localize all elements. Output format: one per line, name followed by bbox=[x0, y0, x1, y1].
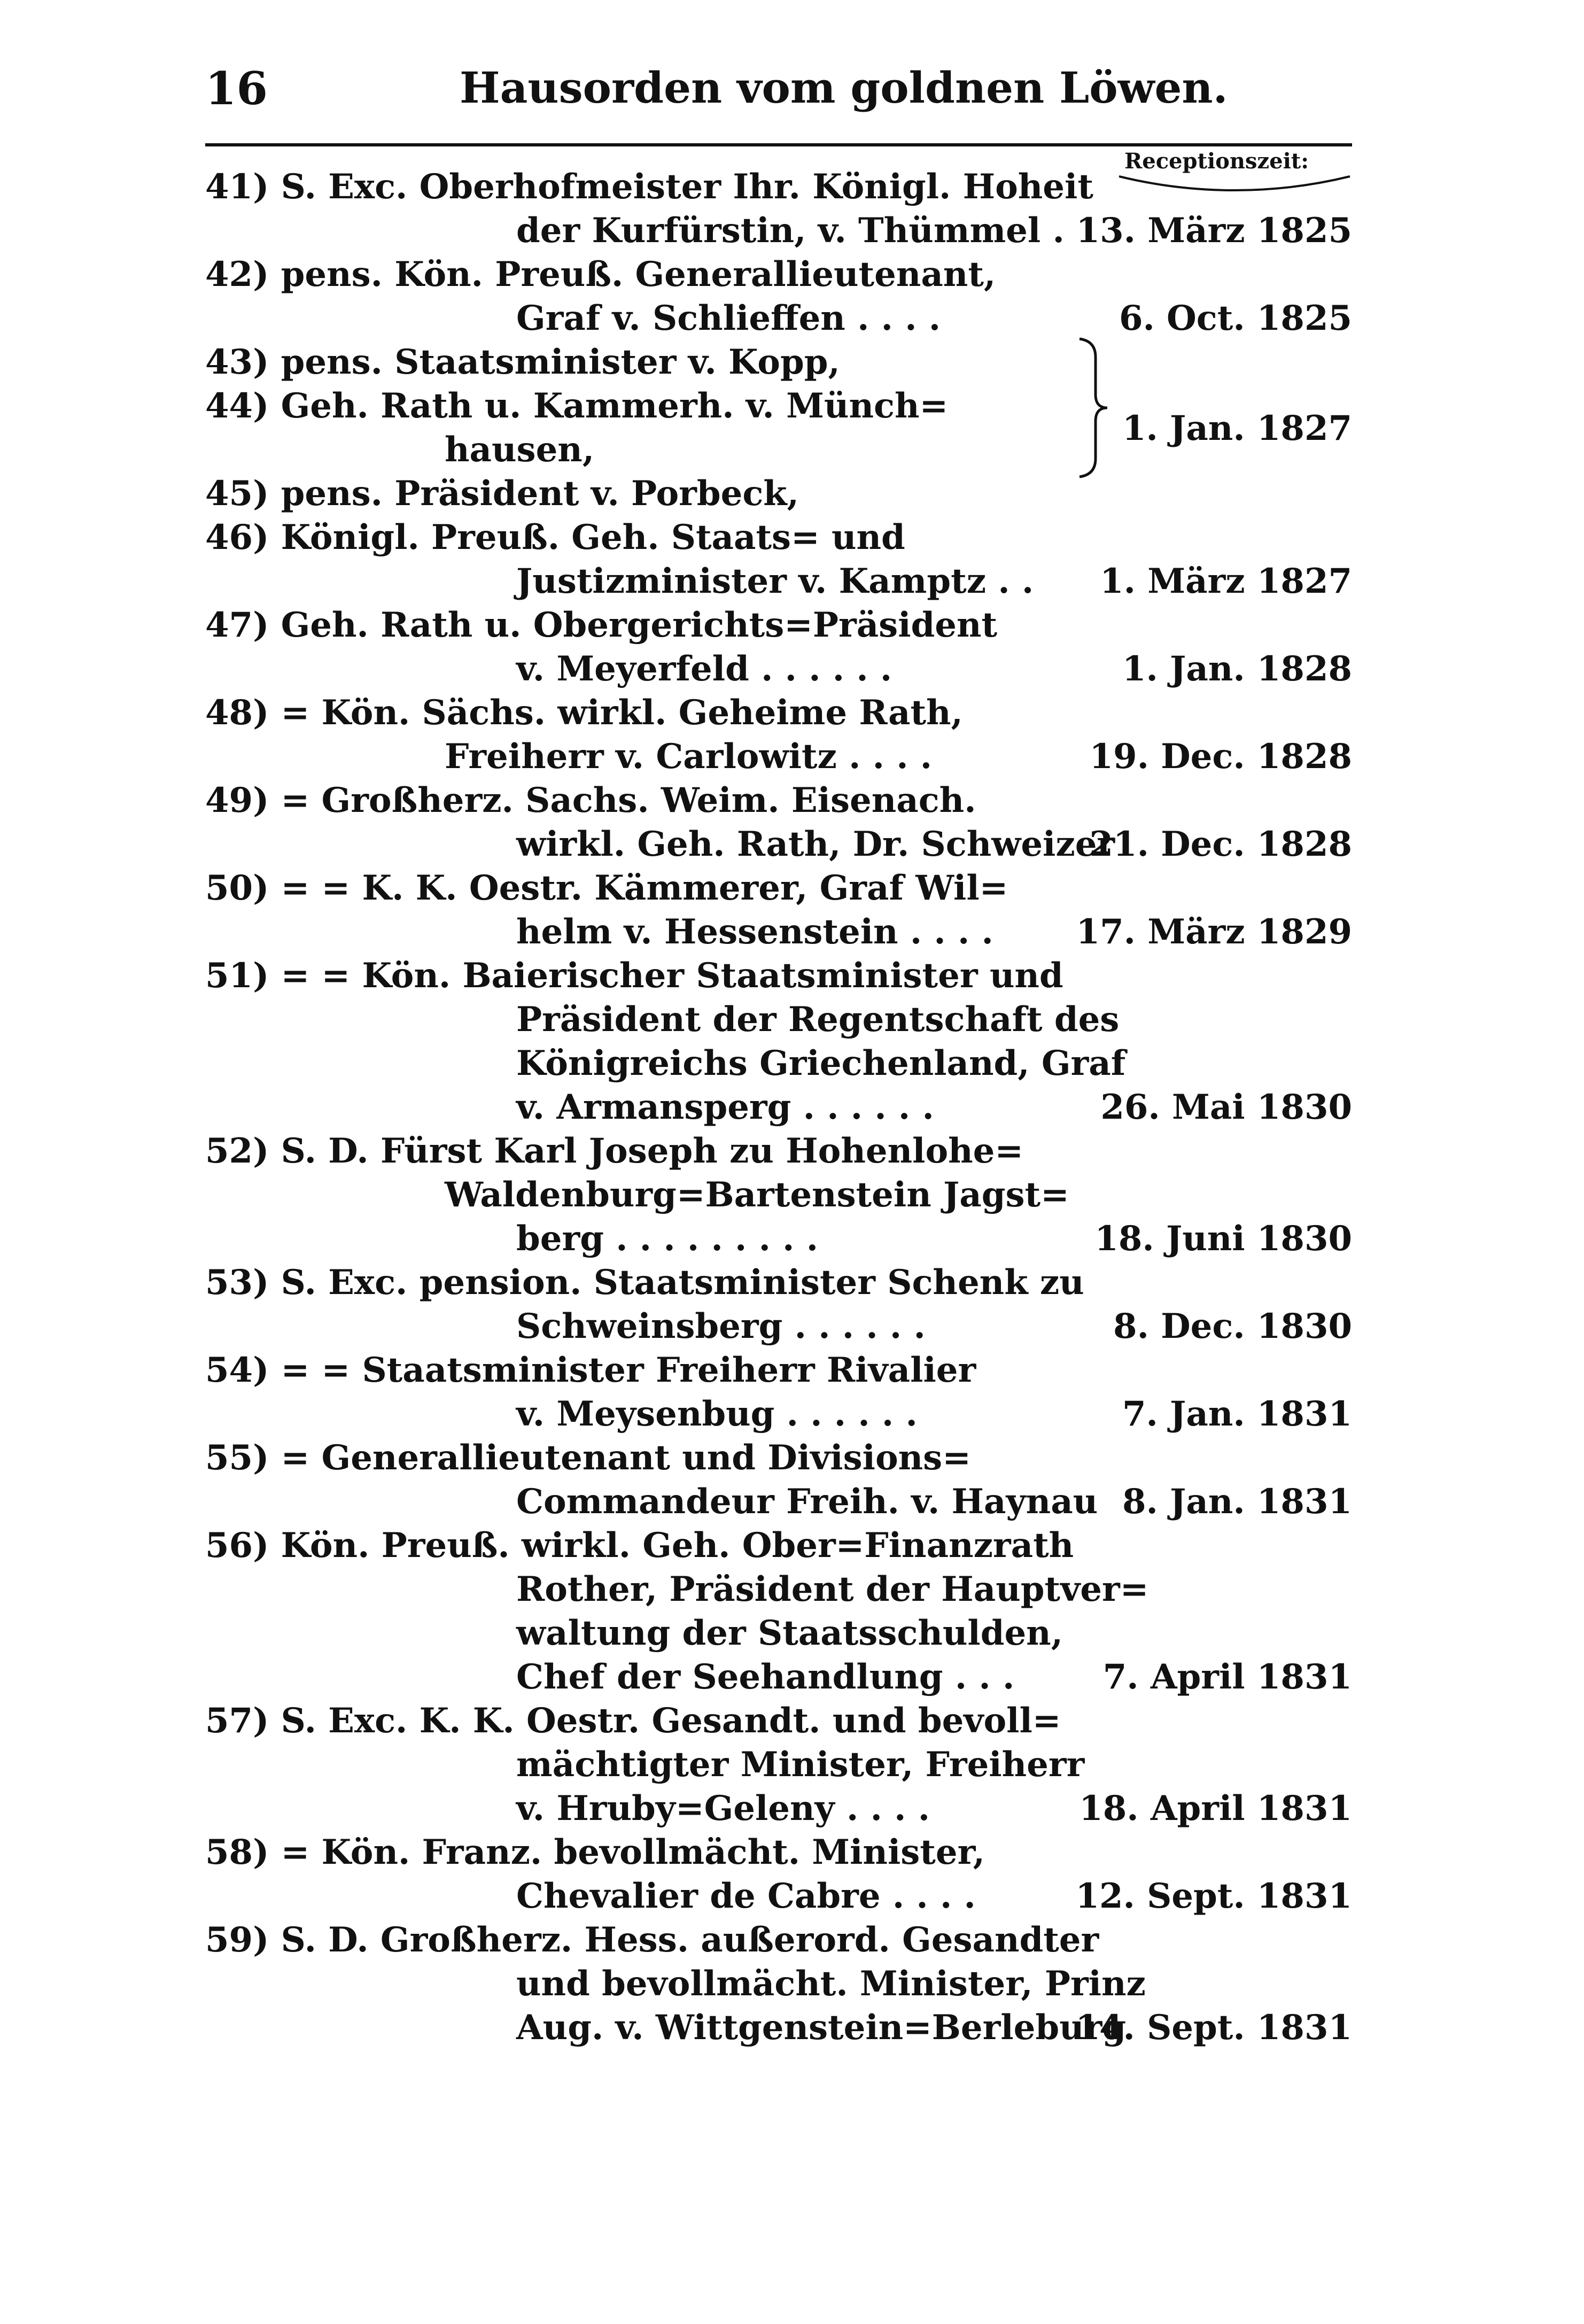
entry-line: Freiherr v. Carlowitz . . . . bbox=[445, 737, 933, 777]
entry-line: mächtigter Minister, Freiherr bbox=[516, 1745, 1085, 1785]
reception-date: 26. Mai 1830 bbox=[1100, 1087, 1352, 1127]
entry-line: v. Armansperg . . . . . . bbox=[516, 1087, 934, 1127]
entry-line: Chevalier de Cabre . . . . bbox=[516, 1876, 976, 1916]
entry-line: Königreichs Griechenland, Graf bbox=[516, 1043, 1126, 1083]
entry-group-brace-icon bbox=[1074, 336, 1112, 480]
reception-date: 8. Jan. 1831 bbox=[1122, 1482, 1352, 1522]
reception-date: 1. Jan. 1827 bbox=[1122, 408, 1352, 448]
entry-line: 42) pens. Kön. Preuß. Generallieutenant, bbox=[205, 254, 996, 295]
reception-date: 18. April 1831 bbox=[1079, 1788, 1352, 1829]
entry-line: Schweinsberg . . . . . . bbox=[516, 1306, 926, 1346]
reception-date: 1. März 1827 bbox=[1100, 561, 1352, 601]
entry-line: der Kurfürstin, v. Thümmel . bbox=[516, 211, 1065, 251]
entry-line: Aug. v. Wittgenstein=Berleburg bbox=[516, 2008, 1127, 2048]
entry-line: und bevollmächt. Minister, Prinz bbox=[516, 1964, 1146, 2004]
reception-date: 12. Sept. 1831 bbox=[1075, 1876, 1352, 1916]
reception-date: 19. Dec. 1828 bbox=[1089, 737, 1352, 777]
reception-date: 14. Sept. 1831 bbox=[1075, 2008, 1352, 2048]
entry-line: 51) = = Kön. Baierischer Staatsminister und bbox=[205, 956, 1063, 996]
entry-line: v. Meyerfeld . . . . . . bbox=[516, 649, 892, 689]
reception-date: 8. Dec. 1830 bbox=[1113, 1306, 1352, 1346]
entry-line: Graf v. Schlieffen . . . . bbox=[516, 298, 941, 338]
reception-date: 17. März 1829 bbox=[1076, 912, 1352, 952]
entry-line: 44) Geh. Rath u. Kammerh. v. Münch= bbox=[205, 386, 949, 426]
reception-date: 7. Jan. 1831 bbox=[1122, 1394, 1352, 1434]
entry-line: 55) = Generallieutenant und Divisions= bbox=[205, 1438, 971, 1478]
entry-line: 58) = Kön. Franz. bevollmächt. Minister, bbox=[205, 1832, 985, 1872]
reception-date: 6. Oct. 1825 bbox=[1119, 298, 1352, 338]
reception-date: 18. Juni 1830 bbox=[1094, 1219, 1352, 1259]
entry-line: 47) Geh. Rath u. Obergerichts=Präsident bbox=[205, 605, 998, 645]
entry-line: berg . . . . . . . . . bbox=[516, 1219, 818, 1259]
entry-line: 53) S. Exc. pension. Staatsminister Schenk zu bbox=[205, 1262, 1084, 1303]
reception-date: 13. März 1825 bbox=[1076, 211, 1352, 251]
entry-line: helm v. Hessenstein . . . . bbox=[516, 912, 993, 952]
entry-line: 45) pens. Präsident v. Porbeck, bbox=[205, 474, 799, 514]
entry-line: 48) = Kön. Sächs. wirkl. Geheime Rath, bbox=[205, 693, 963, 733]
entry-line: 49) = Großherz. Sachs. Weim. Eisenach. bbox=[205, 780, 976, 820]
column-header: Receptionszeit: bbox=[1124, 149, 1309, 174]
entry-line: 52) S. D. Fürst Karl Joseph zu Hohenlohe= bbox=[205, 1131, 1023, 1171]
entry-line: 56) Kön. Preuß. wirkl. Geh. Ober=Finanzrath bbox=[205, 1525, 1074, 1566]
entry-line: 43) pens. Staatsminister v. Kopp, bbox=[205, 342, 840, 382]
entry-line: wirkl. Geh. Rath, Dr. Schweizer bbox=[516, 824, 1115, 864]
entry-line: waltung der Staatsschulden, bbox=[516, 1613, 1063, 1653]
header-rule bbox=[205, 143, 1352, 146]
entry-line: Präsident der Regentschaft des bbox=[516, 1000, 1120, 1040]
reception-date: 1. Jan. 1828 bbox=[1122, 649, 1352, 689]
entry-line: 57) S. Exc. K. K. Oestr. Gesandt. und bevoll= bbox=[205, 1701, 1061, 1741]
entry-line: v. Hruby=Geleny . . . . bbox=[516, 1788, 930, 1829]
entry-line: Justizminister v. Kamptz . . bbox=[516, 561, 1034, 601]
page-number: 16 bbox=[205, 62, 268, 115]
entry-line: 54) = = Staatsminister Freiherr Rivalier bbox=[205, 1350, 976, 1390]
entry-line: Chef der Seehandlung . . . bbox=[516, 1657, 1015, 1697]
entry-line: 59) S. D. Großherz. Hess. außerord. Gesandter bbox=[205, 1920, 1099, 1960]
entry-line: 41) S. Exc. Oberhofmeister Ihr. Königl. Hoheit bbox=[205, 167, 1093, 207]
entry-line: Commandeur Freih. v. Haynau bbox=[516, 1482, 1098, 1522]
reception-date: 21. Dec. 1828 bbox=[1089, 824, 1352, 864]
entry-line: 46) Königl. Preuß. Geh. Staats= und bbox=[205, 517, 905, 557]
entry-line: Waldenburg=Bartenstein Jagst= bbox=[445, 1175, 1069, 1215]
entry-line: v. Meysenbug . . . . . . bbox=[516, 1394, 918, 1434]
column-header-brace-icon bbox=[1117, 174, 1352, 192]
page-header: Hausorden vom goldnen Löwen. bbox=[460, 63, 1228, 113]
entry-line: 50) = = K. K. Oestr. Kämmerer, Graf Wil= bbox=[205, 868, 1008, 908]
reception-date: 7. April 1831 bbox=[1102, 1657, 1352, 1697]
entry-line: Rother, Präsident der Hauptver= bbox=[516, 1569, 1149, 1609]
entry-line: hausen, bbox=[445, 430, 595, 470]
